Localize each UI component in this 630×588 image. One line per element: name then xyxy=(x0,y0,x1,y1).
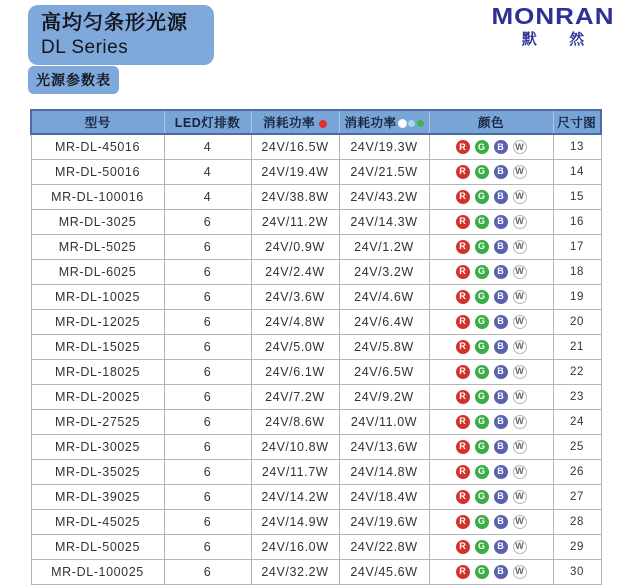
color-badge-g: G xyxy=(475,365,489,379)
color-badge-w: W xyxy=(513,515,527,529)
color-badge-w: W xyxy=(513,465,527,479)
power-wbg-cell: 24V/6.4W xyxy=(339,309,429,334)
model-cell: MR-DL-50016 xyxy=(31,159,164,184)
color-badge-r: R xyxy=(456,415,470,429)
color-options-cell xyxy=(429,484,553,509)
column-header-5 xyxy=(553,110,601,134)
table-row xyxy=(31,259,601,284)
power-red-cell: 24V/2.4W xyxy=(251,259,339,284)
dimension-page-cell: 16 xyxy=(553,209,601,234)
color-badge-r: R xyxy=(456,390,470,404)
column-header-label: 尺寸图 xyxy=(557,116,597,130)
parameter-table xyxy=(30,109,602,585)
dimension-page-cell: 14 xyxy=(553,159,601,184)
dimension-page-cell: 21 xyxy=(553,334,601,359)
power-red-cell: 24V/3.6W xyxy=(251,284,339,309)
table-row xyxy=(31,384,601,409)
color-badge-r: R xyxy=(456,290,470,304)
page-subtitle-series: DL Series xyxy=(41,37,129,58)
color-badge-r: R xyxy=(456,540,470,554)
color-badge-w: W xyxy=(513,540,527,554)
power-indicator-dot xyxy=(408,120,415,127)
color-badge-r: R xyxy=(456,440,470,454)
color-badge-b: B xyxy=(494,415,508,429)
dimension-page-cell: 18 xyxy=(553,259,601,284)
color-badge-b: B xyxy=(494,290,508,304)
color-options-cell xyxy=(429,309,553,334)
power-wbg-cell: 24V/6.5W xyxy=(339,359,429,384)
color-options-cell xyxy=(429,384,553,409)
power-red-cell: 24V/6.1W xyxy=(251,359,339,384)
color-badge-b: B xyxy=(494,465,508,479)
model-cell: MR-DL-12025 xyxy=(31,309,164,334)
model-cell: MR-DL-45025 xyxy=(31,509,164,534)
led-rows-cell: 6 xyxy=(164,359,251,384)
model-cell: MR-DL-100016 xyxy=(31,184,164,209)
color-badge-g: G xyxy=(475,240,489,254)
color-badge-w: W xyxy=(513,340,527,354)
power-wbg-cell: 24V/18.4W xyxy=(339,484,429,509)
color-badge-b: B xyxy=(494,540,508,554)
power-red-cell: 24V/14.9W xyxy=(251,509,339,534)
power-wbg-cell: 24V/14.8W xyxy=(339,459,429,484)
dimension-page-cell: 19 xyxy=(553,284,601,309)
table-row xyxy=(31,334,601,359)
color-badge-r: R xyxy=(456,515,470,529)
table-header-row xyxy=(31,110,601,134)
power-red-cell: 24V/11.2W xyxy=(251,209,339,234)
table-row xyxy=(31,284,601,309)
color-badge-w: W xyxy=(513,165,527,179)
dimension-page-cell: 23 xyxy=(553,384,601,409)
led-rows-cell: 6 xyxy=(164,384,251,409)
color-badge-r: R xyxy=(456,165,470,179)
power-wbg-cell: 24V/19.6W xyxy=(339,509,429,534)
color-options-cell xyxy=(429,234,553,259)
led-rows-cell: 6 xyxy=(164,234,251,259)
column-header-1 xyxy=(164,110,251,134)
power-indicator-dot xyxy=(399,120,406,127)
model-cell: MR-DL-20025 xyxy=(31,384,164,409)
color-options-cell xyxy=(429,559,553,584)
power-wbg-cell: 24V/19.3W xyxy=(339,134,429,159)
column-header-2 xyxy=(251,110,339,134)
dimension-page-cell: 27 xyxy=(553,484,601,509)
column-header-label: 消耗功率 xyxy=(262,116,315,130)
led-rows-cell: 4 xyxy=(164,134,251,159)
table-row xyxy=(31,359,601,384)
power-red-cell: 24V/8.6W xyxy=(251,409,339,434)
model-cell: MR-DL-6025 xyxy=(31,259,164,284)
color-badge-b: B xyxy=(494,365,508,379)
power-wbg-cell: 24V/22.8W xyxy=(339,534,429,559)
model-cell: MR-DL-100025 xyxy=(31,559,164,584)
dimension-page-cell: 29 xyxy=(553,534,601,559)
led-rows-cell: 4 xyxy=(164,159,251,184)
model-cell: MR-DL-35025 xyxy=(31,459,164,484)
color-badge-b: B xyxy=(494,565,508,579)
model-cell: MR-DL-15025 xyxy=(31,334,164,359)
section-label: 光源参数表 xyxy=(28,66,119,94)
model-cell: MR-DL-30025 xyxy=(31,434,164,459)
dimension-page-cell: 26 xyxy=(553,459,601,484)
color-badge-w: W xyxy=(513,565,527,579)
dimension-page-cell: 25 xyxy=(553,434,601,459)
led-rows-cell: 6 xyxy=(164,534,251,559)
power-wbg-cell: 24V/21.5W xyxy=(339,159,429,184)
led-rows-cell: 6 xyxy=(164,434,251,459)
table-row xyxy=(31,559,601,584)
page-title: 高均匀条形光源 xyxy=(41,12,188,34)
color-badge-b: B xyxy=(494,265,508,279)
model-cell: MR-DL-27525 xyxy=(31,409,164,434)
color-badge-r: R xyxy=(456,190,470,204)
led-rows-cell: 6 xyxy=(164,484,251,509)
color-options-cell xyxy=(429,184,553,209)
power-red-cell: 24V/19.4W xyxy=(251,159,339,184)
power-red-cell: 24V/0.9W xyxy=(251,234,339,259)
power-red-cell: 24V/5.0W xyxy=(251,334,339,359)
color-badge-r: R xyxy=(456,340,470,354)
led-rows-cell: 6 xyxy=(164,309,251,334)
model-cell: MR-DL-5025 xyxy=(31,234,164,259)
color-badge-g: G xyxy=(475,165,489,179)
dimension-page-cell: 20 xyxy=(553,309,601,334)
color-badge-w: W xyxy=(513,140,527,154)
color-options-cell xyxy=(429,209,553,234)
power-wbg-cell: 24V/11.0W xyxy=(339,409,429,434)
color-badge-r: R xyxy=(456,215,470,229)
power-indicator-dot xyxy=(417,120,424,127)
dimension-page-cell: 30 xyxy=(553,559,601,584)
column-header-0 xyxy=(31,110,164,134)
color-badge-g: G xyxy=(475,215,489,229)
color-badge-w: W xyxy=(513,365,527,379)
table-row xyxy=(31,434,601,459)
color-badge-r: R xyxy=(456,265,470,279)
led-rows-cell: 4 xyxy=(164,184,251,209)
table-row xyxy=(31,484,601,509)
column-header-label: LED灯排数 xyxy=(174,116,241,130)
color-badge-g: G xyxy=(475,440,489,454)
brand-logo-text: MONRAN xyxy=(491,2,615,30)
power-red-cell: 24V/14.2W xyxy=(251,484,339,509)
color-badge-b: B xyxy=(494,315,508,329)
color-badge-w: W xyxy=(513,440,527,454)
power-red-cell: 24V/11.7W xyxy=(251,459,339,484)
color-badge-w: W xyxy=(513,290,527,304)
color-badge-b: B xyxy=(494,515,508,529)
led-rows-cell: 6 xyxy=(164,284,251,309)
power-red-cell: 24V/38.8W xyxy=(251,184,339,209)
color-badge-r: R xyxy=(456,565,470,579)
color-badge-g: G xyxy=(475,265,489,279)
color-options-cell xyxy=(429,359,553,384)
color-options-cell xyxy=(429,284,553,309)
color-badge-r: R xyxy=(456,365,470,379)
table-row xyxy=(31,309,601,334)
table-row xyxy=(31,234,601,259)
power-wbg-cell: 24V/4.6W xyxy=(339,284,429,309)
color-options-cell xyxy=(429,334,553,359)
column-header-label: 消耗功率 xyxy=(344,116,397,130)
column-header-3 xyxy=(339,110,429,134)
brand-logo xyxy=(488,2,618,49)
table-row xyxy=(31,534,601,559)
brand-logo-chinese: 默 然 xyxy=(521,31,599,48)
dimension-page-cell: 15 xyxy=(553,184,601,209)
power-indicator-dot xyxy=(319,120,327,128)
color-badge-b: B xyxy=(494,165,508,179)
table-row xyxy=(31,459,601,484)
color-badge-r: R xyxy=(456,490,470,504)
color-badge-g: G xyxy=(475,290,489,304)
table-row xyxy=(31,209,601,234)
power-red-cell: 24V/4.8W xyxy=(251,309,339,334)
table-header xyxy=(31,110,601,134)
table-row xyxy=(31,509,601,534)
color-badge-b: B xyxy=(494,140,508,154)
color-badge-w: W xyxy=(513,490,527,504)
dimension-page-cell: 28 xyxy=(553,509,601,534)
dimension-page-cell: 24 xyxy=(553,409,601,434)
color-badge-g: G xyxy=(475,190,489,204)
table-row xyxy=(31,184,601,209)
power-wbg-cell: 24V/43.2W xyxy=(339,184,429,209)
model-cell: MR-DL-3025 xyxy=(31,209,164,234)
dimension-page-cell: 22 xyxy=(553,359,601,384)
dimension-page-cell: 13 xyxy=(553,134,601,159)
column-header-4 xyxy=(429,110,553,134)
color-badge-g: G xyxy=(475,540,489,554)
color-badge-g: G xyxy=(475,515,489,529)
color-badge-w: W xyxy=(513,240,527,254)
led-rows-cell: 6 xyxy=(164,259,251,284)
power-wbg-cell: 24V/1.2W xyxy=(339,234,429,259)
color-badge-b: B xyxy=(494,440,508,454)
color-badge-r: R xyxy=(456,465,470,479)
table-row xyxy=(31,159,601,184)
color-options-cell xyxy=(429,159,553,184)
model-cell: MR-DL-45016 xyxy=(31,134,164,159)
color-badge-b: B xyxy=(494,490,508,504)
color-badge-g: G xyxy=(475,465,489,479)
model-cell: MR-DL-50025 xyxy=(31,534,164,559)
color-options-cell xyxy=(429,259,553,284)
color-badge-w: W xyxy=(513,265,527,279)
power-wbg-cell: 24V/3.2W xyxy=(339,259,429,284)
power-red-cell: 24V/16.5W xyxy=(251,134,339,159)
model-cell: MR-DL-18025 xyxy=(31,359,164,384)
model-cell: MR-DL-39025 xyxy=(31,484,164,509)
power-wbg-cell: 24V/14.3W xyxy=(339,209,429,234)
color-badge-w: W xyxy=(513,415,527,429)
color-badge-g: G xyxy=(475,340,489,354)
color-options-cell xyxy=(429,134,553,159)
color-options-cell xyxy=(429,509,553,534)
power-wbg-cell: 24V/45.6W xyxy=(339,559,429,584)
color-badge-b: B xyxy=(494,390,508,404)
led-rows-cell: 6 xyxy=(164,209,251,234)
led-rows-cell: 6 xyxy=(164,509,251,534)
color-badge-g: G xyxy=(475,490,489,504)
color-badge-g: G xyxy=(475,140,489,154)
power-red-cell: 24V/32.2W xyxy=(251,559,339,584)
led-rows-cell: 6 xyxy=(164,334,251,359)
color-badge-g: G xyxy=(475,390,489,404)
color-badge-b: B xyxy=(494,215,508,229)
color-badge-w: W xyxy=(513,190,527,204)
color-options-cell xyxy=(429,409,553,434)
column-header-label: 型号 xyxy=(84,116,111,130)
color-badge-w: W xyxy=(513,390,527,404)
model-cell: MR-DL-10025 xyxy=(31,284,164,309)
column-header-label: 颜色 xyxy=(477,116,504,130)
color-options-cell xyxy=(429,459,553,484)
color-badge-r: R xyxy=(456,240,470,254)
power-wbg-cell: 24V/13.6W xyxy=(339,434,429,459)
table-row xyxy=(31,409,601,434)
color-options-cell xyxy=(429,534,553,559)
led-rows-cell: 6 xyxy=(164,559,251,584)
color-badge-g: G xyxy=(475,415,489,429)
power-wbg-cell: 24V/9.2W xyxy=(339,384,429,409)
page-title-block xyxy=(28,5,214,65)
power-red-cell: 24V/10.8W xyxy=(251,434,339,459)
color-badge-b: B xyxy=(494,340,508,354)
table-body xyxy=(31,134,601,584)
color-badge-b: B xyxy=(494,240,508,254)
color-badge-g: G xyxy=(475,565,489,579)
table-row xyxy=(31,134,601,159)
led-rows-cell: 6 xyxy=(164,409,251,434)
color-badge-r: R xyxy=(456,140,470,154)
color-badge-r: R xyxy=(456,315,470,329)
power-red-cell: 24V/16.0W xyxy=(251,534,339,559)
color-badge-g: G xyxy=(475,315,489,329)
power-red-cell: 24V/7.2W xyxy=(251,384,339,409)
led-rows-cell: 6 xyxy=(164,459,251,484)
color-badge-w: W xyxy=(513,215,527,229)
dimension-page-cell: 17 xyxy=(553,234,601,259)
power-wbg-cell: 24V/5.8W xyxy=(339,334,429,359)
color-badge-b: B xyxy=(494,190,508,204)
color-options-cell xyxy=(429,434,553,459)
color-badge-w: W xyxy=(513,315,527,329)
